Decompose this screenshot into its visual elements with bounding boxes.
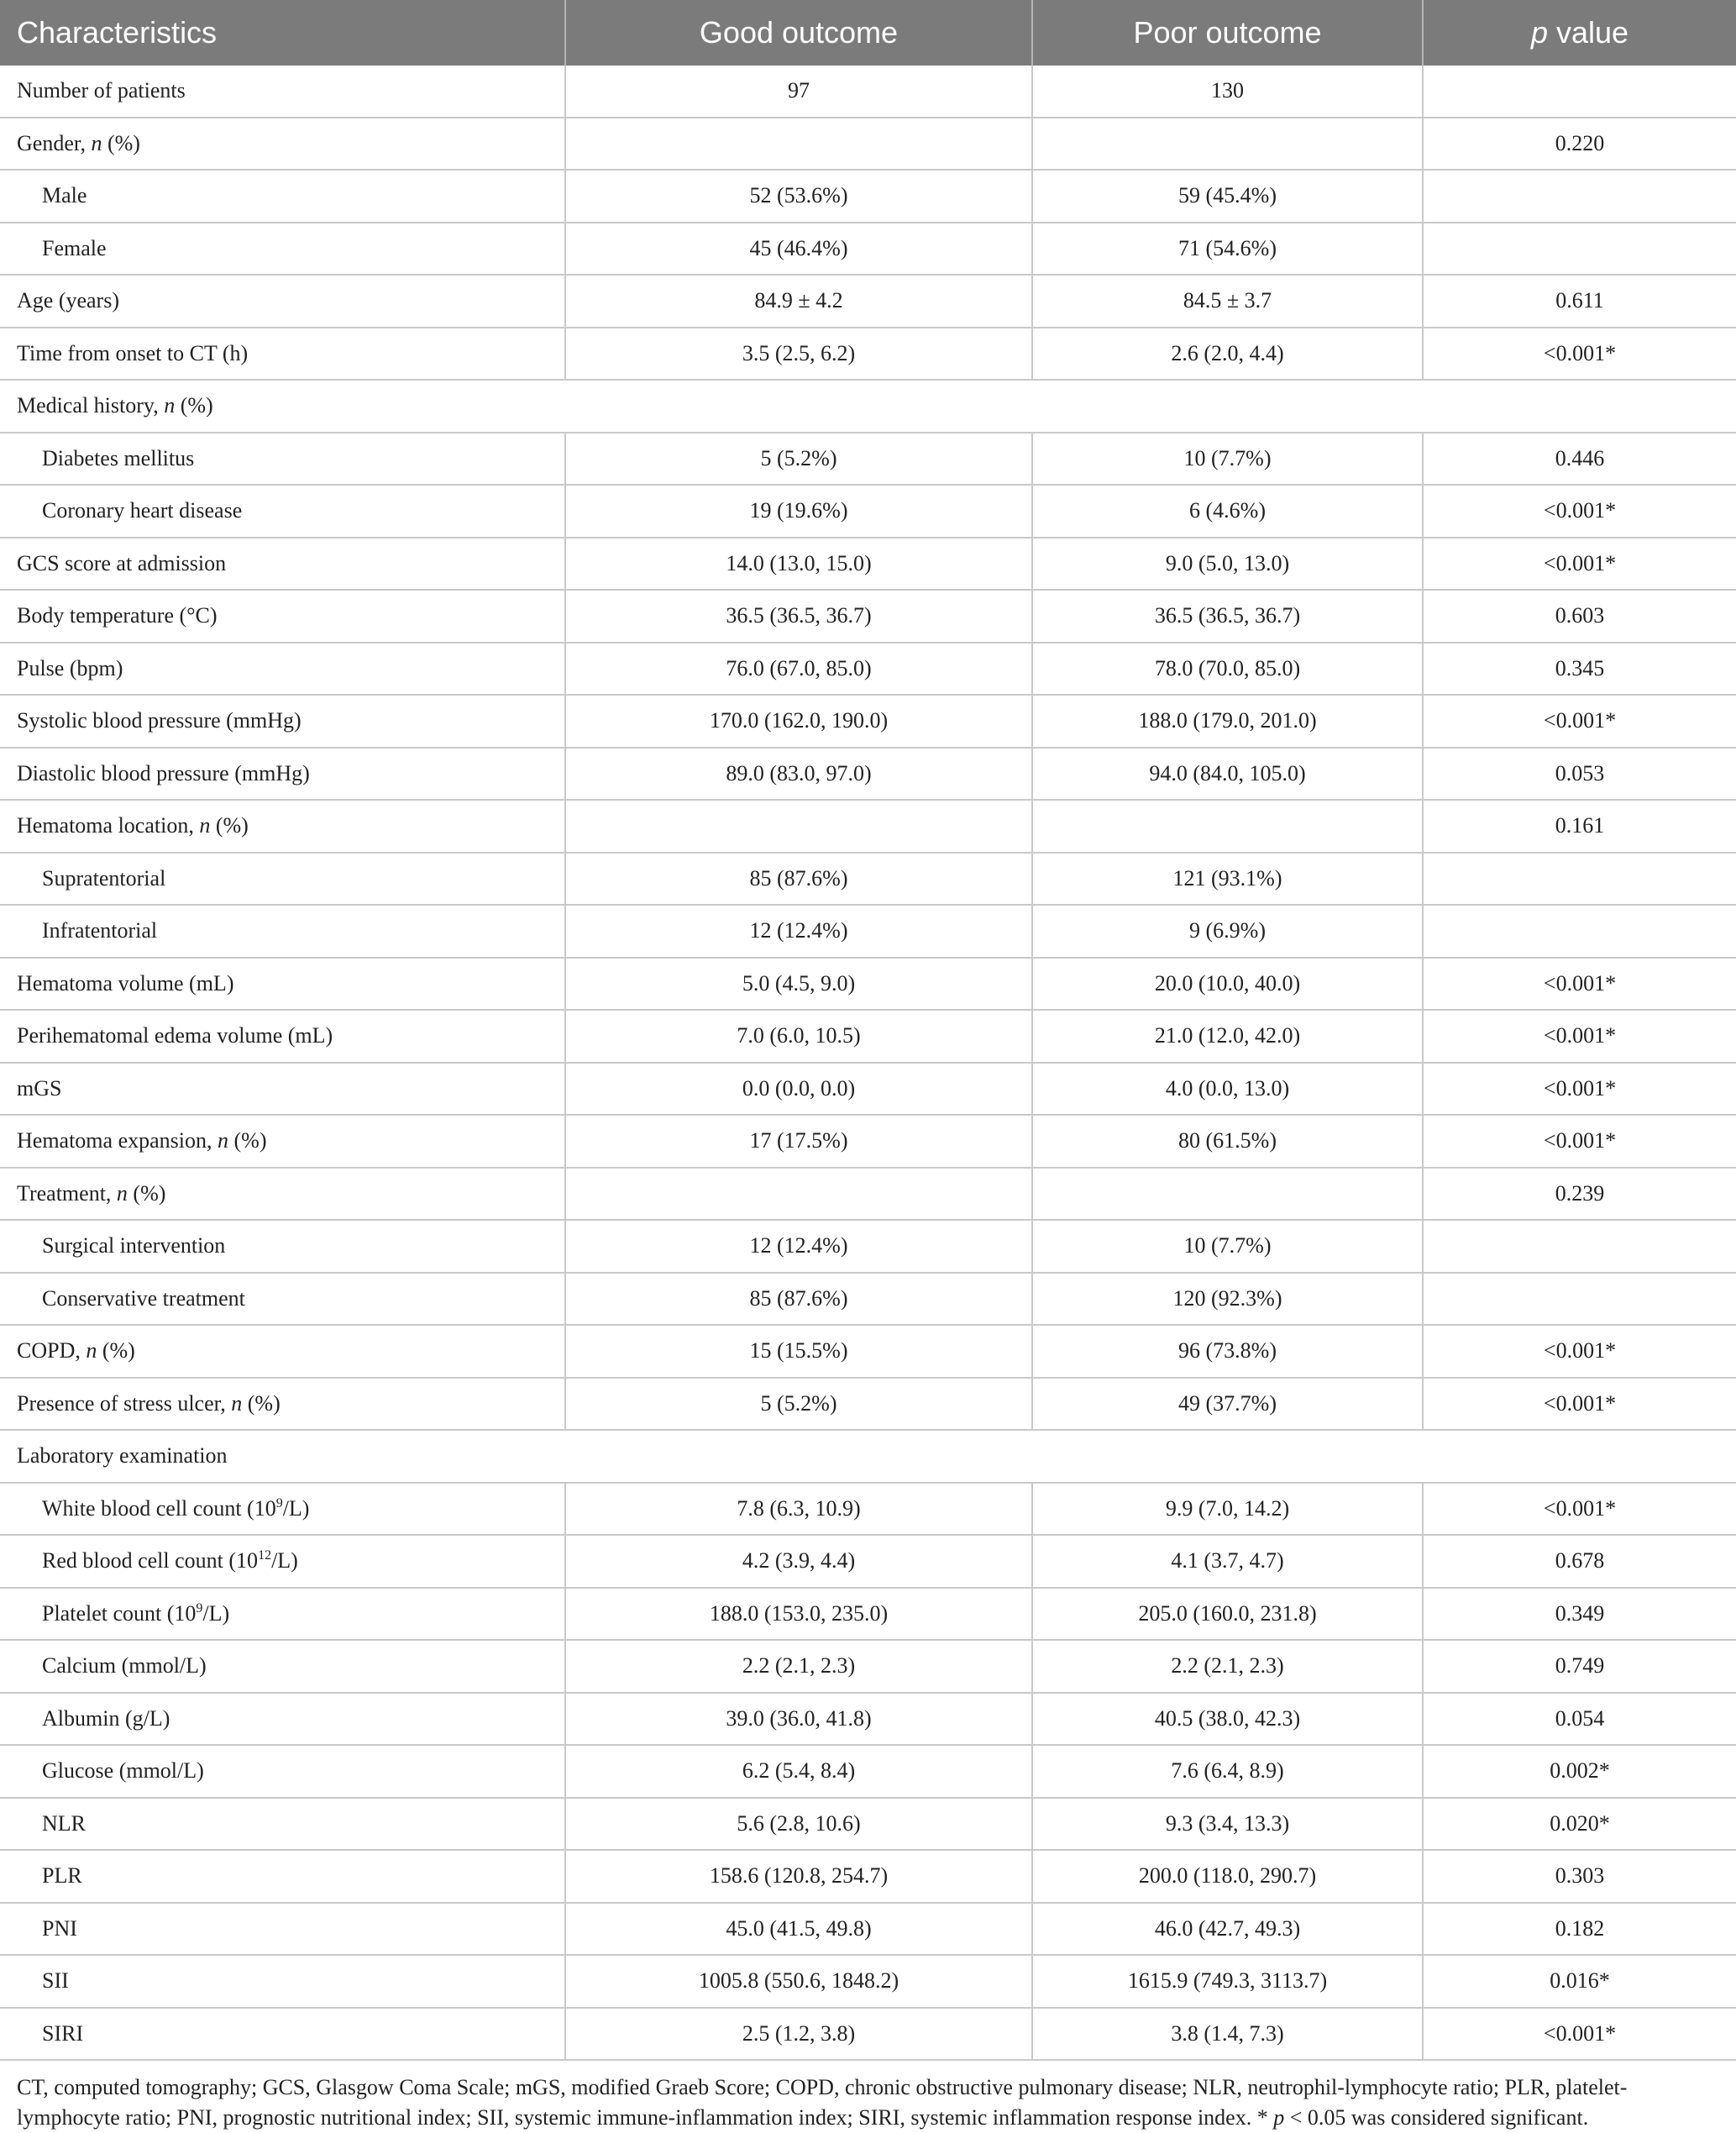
row-label-text: Age (years) bbox=[17, 288, 119, 313]
p-value-cell: <0.001* bbox=[1423, 2008, 1736, 2061]
row-label bbox=[0, 695, 565, 748]
row-label-text: Calcium (mmol/L) bbox=[42, 1653, 207, 1679]
row-label-suffix: (%) bbox=[102, 130, 140, 155]
row-label bbox=[0, 275, 565, 328]
table-row bbox=[0, 853, 1736, 906]
p-value-cell: 0.016* bbox=[1423, 1955, 1736, 2008]
row-label-text: GCS score at admission bbox=[17, 550, 227, 575]
row-label-text: Red blood cell count (10 bbox=[42, 1548, 259, 1573]
row-label bbox=[0, 1745, 565, 1798]
poor-outcome-cell: 9.3 (3.4, 13.3) bbox=[1032, 1798, 1423, 1851]
table-row bbox=[0, 643, 1736, 696]
row-label bbox=[0, 1430, 1736, 1483]
poor-outcome-cell: 2.2 (2.1, 2.3) bbox=[1032, 1640, 1423, 1693]
good-outcome-cell: 6.2 (5.4, 8.4) bbox=[565, 1745, 1032, 1798]
table-row bbox=[0, 905, 1736, 958]
row-label bbox=[0, 328, 565, 381]
row-label-italic: n bbox=[91, 130, 102, 155]
row-label bbox=[0, 1168, 565, 1221]
row-label-text: Pulse (bpm) bbox=[17, 655, 123, 680]
p-value-cell: 0.603 bbox=[1423, 590, 1736, 643]
table-section-row bbox=[0, 1430, 1736, 1483]
good-outcome-cell: 158.6 (120.8, 254.7) bbox=[565, 1850, 1032, 1903]
row-label-text: Coronary heart disease bbox=[42, 498, 243, 523]
row-label-italic: n bbox=[164, 393, 176, 418]
row-label bbox=[0, 1535, 565, 1588]
row-label-suffix: (%) bbox=[210, 813, 249, 838]
poor-outcome-cell: 4.0 (0.0, 13.0) bbox=[1032, 1063, 1423, 1116]
row-label-italic: n bbox=[199, 813, 211, 838]
row-label-superscript: 12 bbox=[258, 1548, 272, 1563]
row-label bbox=[0, 118, 565, 171]
row-label-text: Diastolic blood pressure (mmHg) bbox=[17, 760, 310, 785]
row-label-text: Albumin (g/L) bbox=[42, 1705, 170, 1731]
good-outcome-cell: 5.0 (4.5, 9.0) bbox=[565, 958, 1032, 1011]
table-row bbox=[0, 1850, 1736, 1903]
good-outcome-cell: 45.0 (41.5, 49.8) bbox=[565, 1903, 1032, 1956]
table-row bbox=[0, 275, 1736, 328]
table-row bbox=[0, 66, 1736, 118]
good-outcome-cell: 188.0 (153.0, 235.0) bbox=[565, 1588, 1032, 1641]
p-value-cell: 0.220 bbox=[1423, 118, 1736, 171]
p-value-cell: 0.054 bbox=[1423, 1693, 1736, 1746]
row-label-suffix: /L) bbox=[271, 1548, 298, 1573]
row-label bbox=[0, 1798, 565, 1851]
row-label bbox=[0, 1693, 565, 1746]
row-label-text: Perihematomal edema volume (mL) bbox=[17, 1023, 333, 1048]
row-label-text: Supratentorial bbox=[42, 865, 166, 891]
poor-outcome-cell: 188.0 (179.0, 201.0) bbox=[1032, 695, 1423, 748]
poor-outcome-cell: 84.5 ± 3.7 bbox=[1032, 275, 1423, 328]
good-outcome-cell: 89.0 (83.0, 97.0) bbox=[565, 748, 1032, 801]
poor-outcome-cell: 40.5 (38.0, 42.3) bbox=[1032, 1693, 1423, 1746]
table-row bbox=[0, 1010, 1736, 1063]
poor-outcome-cell: 200.0 (118.0, 290.7) bbox=[1032, 1850, 1423, 1903]
row-label-text: Diabetes mellitus bbox=[42, 445, 195, 470]
poor-outcome-cell: 21.0 (12.0, 42.0) bbox=[1032, 1010, 1423, 1063]
row-label-italic: n bbox=[116, 1180, 128, 1206]
row-label bbox=[0, 1115, 565, 1168]
row-label-italic: n bbox=[231, 1390, 243, 1416]
table-row bbox=[0, 1693, 1736, 1746]
p-value-cell: 0.239 bbox=[1423, 1168, 1736, 1221]
poor-outcome-cell: 3.8 (1.4, 7.3) bbox=[1032, 2008, 1423, 2061]
p-value-cell: 0.349 bbox=[1423, 1588, 1736, 1641]
poor-outcome-cell: 49 (37.7%) bbox=[1032, 1378, 1423, 1431]
poor-outcome-cell: 1615.9 (749.3, 3113.7) bbox=[1032, 1955, 1423, 2008]
good-outcome-cell: 1005.8 (550.6, 1848.2) bbox=[565, 1955, 1032, 2008]
good-outcome-cell: 36.5 (36.5, 36.7) bbox=[565, 590, 1032, 643]
table-row bbox=[0, 223, 1736, 276]
p-value-cell: 0.053 bbox=[1423, 748, 1736, 801]
table-row bbox=[0, 433, 1736, 486]
p-value-cell: 0.161 bbox=[1423, 800, 1736, 853]
row-label-text: Hematoma location, bbox=[17, 813, 200, 838]
row-label-suffix: (%) bbox=[97, 1338, 135, 1363]
row-label-suffix: (%) bbox=[242, 1390, 281, 1416]
good-outcome-cell: 2.2 (2.1, 2.3) bbox=[565, 1640, 1032, 1693]
poor-outcome-cell: 4.1 (3.7, 4.7) bbox=[1032, 1535, 1423, 1588]
good-outcome-cell: 76.0 (67.0, 85.0) bbox=[565, 643, 1032, 696]
p-value-cell: 0.611 bbox=[1423, 275, 1736, 328]
row-label bbox=[0, 590, 565, 643]
table-row bbox=[0, 1483, 1736, 1536]
row-label bbox=[0, 538, 565, 591]
row-label-text: Body temperature (°C) bbox=[17, 603, 218, 628]
poor-outcome-cell: 6 (4.6%) bbox=[1032, 485, 1423, 538]
row-label-text: Glucose (mmol/L) bbox=[42, 1758, 204, 1784]
header-p-italic: p bbox=[1530, 15, 1548, 50]
good-outcome-cell bbox=[565, 118, 1032, 171]
row-label-superscript: 9 bbox=[275, 1495, 283, 1510]
poor-outcome-cell: 10 (7.7%) bbox=[1032, 1220, 1423, 1273]
p-value-cell bbox=[1423, 1273, 1736, 1326]
poor-outcome-cell: 205.0 (160.0, 231.8) bbox=[1032, 1588, 1423, 1641]
table-row bbox=[0, 2008, 1736, 2061]
p-value-cell: 0.303 bbox=[1423, 1850, 1736, 1903]
row-label-text: Systolic blood pressure (mmHg) bbox=[17, 708, 302, 733]
row-label bbox=[0, 853, 565, 906]
good-outcome-cell: 3.5 (2.5, 6.2) bbox=[565, 328, 1032, 381]
poor-outcome-cell bbox=[1032, 118, 1423, 171]
good-outcome-cell: 12 (12.4%) bbox=[565, 1220, 1032, 1273]
good-outcome-cell: 4.2 (3.9, 4.4) bbox=[565, 1535, 1032, 1588]
row-label bbox=[0, 1955, 565, 2008]
poor-outcome-cell: 71 (54.6%) bbox=[1032, 223, 1423, 276]
row-label-text: Male bbox=[42, 183, 87, 208]
table-row bbox=[0, 1535, 1736, 1588]
row-label-text: Conservative treatment bbox=[42, 1285, 245, 1311]
p-value-cell: 0.446 bbox=[1423, 433, 1736, 486]
table-row bbox=[0, 485, 1736, 538]
good-outcome-cell: 39.0 (36.0, 41.8) bbox=[565, 1693, 1032, 1746]
good-outcome-cell: 170.0 (162.0, 190.0) bbox=[565, 695, 1032, 748]
poor-outcome-cell: 59 (45.4%) bbox=[1032, 170, 1423, 223]
poor-outcome-cell: 20.0 (10.0, 40.0) bbox=[1032, 958, 1423, 1011]
row-label bbox=[0, 958, 565, 1011]
row-label bbox=[0, 2008, 565, 2061]
row-label-text: Surgical intervention bbox=[42, 1233, 226, 1258]
good-outcome-cell: 15 (15.5%) bbox=[565, 1325, 1032, 1378]
table-row bbox=[0, 748, 1736, 801]
poor-outcome-cell: 36.5 (36.5, 36.7) bbox=[1032, 590, 1423, 643]
good-outcome-cell: 19 (19.6%) bbox=[565, 485, 1032, 538]
good-outcome-cell: 14.0 (13.0, 15.0) bbox=[565, 538, 1032, 591]
table-body bbox=[0, 66, 1736, 2060]
good-outcome-cell: 52 (53.6%) bbox=[565, 170, 1032, 223]
poor-outcome-cell: 9 (6.9%) bbox=[1032, 905, 1423, 958]
row-label-suffix: /L) bbox=[282, 1495, 310, 1521]
table-row bbox=[0, 1640, 1736, 1693]
poor-outcome-cell: 96 (73.8%) bbox=[1032, 1325, 1423, 1378]
p-value-cell bbox=[1423, 1220, 1736, 1273]
p-value-cell: <0.001* bbox=[1423, 1063, 1736, 1116]
table-row bbox=[0, 1220, 1736, 1273]
footnote-main: CT, computed tomography; GCS, Glasgow Coma Scale; mGS, modified Graeb Score; COPD, chronic obstructive pulmonary disease; NLR, neutrophil-lymphocyte ratio; PLR, platelet-lymphocyte ratio; PNI, prognostic nutritional index; SII, systemic immune-inflammation index; SIRI, systemic inflammation response index. * bbox=[17, 2075, 1628, 2130]
good-outcome-cell: 85 (87.6%) bbox=[565, 1273, 1032, 1326]
p-value-cell: <0.001* bbox=[1423, 1483, 1736, 1536]
poor-outcome-cell bbox=[1032, 1168, 1423, 1221]
table-row bbox=[0, 1903, 1736, 1956]
row-label bbox=[0, 1273, 565, 1326]
p-value-cell: <0.001* bbox=[1423, 1010, 1736, 1063]
good-outcome-cell: 7.8 (6.3, 10.9) bbox=[565, 1483, 1032, 1536]
poor-outcome-cell: 94.0 (84.0, 105.0) bbox=[1032, 748, 1423, 801]
p-value-cell: 0.182 bbox=[1423, 1903, 1736, 1956]
row-label bbox=[0, 485, 565, 538]
p-value-cell: 0.002* bbox=[1423, 1745, 1736, 1798]
good-outcome-cell: 12 (12.4%) bbox=[565, 905, 1032, 958]
row-label bbox=[0, 1063, 565, 1116]
p-value-cell: <0.001* bbox=[1423, 1325, 1736, 1378]
row-label-text: Medical history, bbox=[17, 393, 165, 418]
row-label-text: PLR bbox=[42, 1863, 82, 1889]
poor-outcome-cell: 10 (7.7%) bbox=[1032, 433, 1423, 486]
p-value-cell: <0.001* bbox=[1423, 328, 1736, 381]
row-label-suffix: (%) bbox=[175, 393, 213, 418]
p-value-cell bbox=[1423, 905, 1736, 958]
row-label bbox=[0, 905, 565, 958]
row-label bbox=[0, 800, 565, 853]
row-label-text: SIRI bbox=[42, 2020, 84, 2046]
header-characteristics: Characteristics bbox=[0, 0, 565, 66]
table-row bbox=[0, 170, 1736, 223]
poor-outcome-cell: 9.0 (5.0, 13.0) bbox=[1032, 538, 1423, 591]
table-row bbox=[0, 1378, 1736, 1431]
poor-outcome-cell: 78.0 (70.0, 85.0) bbox=[1032, 643, 1423, 696]
row-label bbox=[0, 1640, 565, 1693]
footnote-p-italic: p bbox=[1273, 2105, 1285, 2130]
row-label-text: Treatment, bbox=[17, 1180, 117, 1206]
table-row bbox=[0, 958, 1736, 1011]
header-poor-outcome: Poor outcome bbox=[1032, 0, 1423, 66]
header-p-value bbox=[1423, 0, 1736, 66]
poor-outcome-cell: 120 (92.3%) bbox=[1032, 1273, 1423, 1326]
p-value-cell: <0.001* bbox=[1423, 1115, 1736, 1168]
row-label-text: NLR bbox=[42, 1810, 86, 1836]
row-label bbox=[0, 1903, 565, 1956]
row-label bbox=[0, 1010, 565, 1063]
row-label-text: Hematoma volume (mL) bbox=[17, 970, 234, 996]
table-row bbox=[0, 1063, 1736, 1116]
table-row bbox=[0, 695, 1736, 748]
row-label-text: Presence of stress ulcer, bbox=[17, 1390, 232, 1416]
p-value-cell bbox=[1423, 853, 1736, 906]
good-outcome-cell: 5 (5.2%) bbox=[565, 1378, 1032, 1431]
row-label-text: Female bbox=[42, 235, 107, 260]
table-row bbox=[0, 1273, 1736, 1326]
table-row bbox=[0, 328, 1736, 381]
table-row bbox=[0, 1798, 1736, 1851]
row-label bbox=[0, 1325, 565, 1378]
row-label-text: Time from onset to CT (h) bbox=[17, 340, 249, 365]
poor-outcome-cell: 9.9 (7.0, 14.2) bbox=[1032, 1483, 1423, 1536]
row-label bbox=[0, 170, 565, 223]
p-value-cell: <0.001* bbox=[1423, 695, 1736, 748]
row-label bbox=[0, 643, 565, 696]
table-row bbox=[0, 538, 1736, 591]
row-label-text: COPD, bbox=[17, 1338, 87, 1363]
row-label bbox=[0, 1378, 565, 1431]
good-outcome-cell: 7.0 (6.0, 10.5) bbox=[565, 1010, 1032, 1063]
p-value-cell: 0.345 bbox=[1423, 643, 1736, 696]
row-label-text: Hematoma expansion, bbox=[17, 1128, 218, 1153]
footnote-end: < 0.05 was considered significant. bbox=[1284, 2105, 1589, 2130]
row-label bbox=[0, 433, 565, 486]
table-row bbox=[0, 118, 1736, 171]
poor-outcome-cell: 7.6 (6.4, 8.9) bbox=[1032, 1745, 1423, 1798]
row-label bbox=[0, 748, 565, 801]
poor-outcome-cell: 46.0 (42.7, 49.3) bbox=[1032, 1903, 1423, 1956]
table-row bbox=[0, 1955, 1736, 2008]
table-row bbox=[0, 1745, 1736, 1798]
good-outcome-cell: 85 (87.6%) bbox=[565, 853, 1032, 906]
row-label bbox=[0, 1588, 565, 1641]
row-label-text: Platelet count (10 bbox=[42, 1600, 197, 1626]
p-value-cell: <0.001* bbox=[1423, 538, 1736, 591]
table-row bbox=[0, 1588, 1736, 1641]
table-row bbox=[0, 800, 1736, 853]
p-value-cell bbox=[1423, 223, 1736, 276]
poor-outcome-cell: 80 (61.5%) bbox=[1032, 1115, 1423, 1168]
good-outcome-cell: 2.5 (1.2, 3.8) bbox=[565, 2008, 1032, 2061]
p-value-cell: <0.001* bbox=[1423, 1378, 1736, 1431]
table-header-row bbox=[0, 0, 1736, 66]
table-row bbox=[0, 1168, 1736, 1221]
row-label-italic: n bbox=[218, 1128, 228, 1153]
row-label bbox=[0, 1483, 565, 1536]
header-p-rest: value bbox=[1547, 15, 1629, 50]
row-label-text: Laboratory examination bbox=[17, 1443, 228, 1468]
row-label-text: Number of patients bbox=[17, 78, 186, 103]
poor-outcome-cell: 2.6 (2.0, 4.4) bbox=[1032, 328, 1423, 381]
good-outcome-cell: 0.0 (0.0, 0.0) bbox=[565, 1063, 1032, 1116]
header-good-outcome: Good outcome bbox=[565, 0, 1032, 66]
row-label-text: mGS bbox=[17, 1075, 62, 1101]
row-label-superscript: 9 bbox=[196, 1600, 203, 1616]
p-value-cell: <0.001* bbox=[1423, 485, 1736, 538]
good-outcome-cell: 5.6 (2.8, 10.6) bbox=[565, 1798, 1032, 1851]
row-label bbox=[0, 66, 565, 118]
row-label bbox=[0, 1850, 565, 1903]
poor-outcome-cell: 130 bbox=[1032, 66, 1423, 118]
good-outcome-cell bbox=[565, 1168, 1032, 1221]
row-label-suffix: /L) bbox=[202, 1600, 230, 1626]
good-outcome-cell: 84.9 ± 4.2 bbox=[565, 275, 1032, 328]
row-label-suffix: (%) bbox=[228, 1128, 267, 1153]
p-value-cell: <0.001* bbox=[1423, 958, 1736, 1011]
row-label bbox=[0, 380, 1736, 433]
row-label bbox=[0, 223, 565, 276]
row-label-text: PNI bbox=[42, 1915, 77, 1941]
p-value-cell: 0.678 bbox=[1423, 1535, 1736, 1588]
table-section-row bbox=[0, 380, 1736, 433]
good-outcome-cell: 45 (46.4%) bbox=[565, 223, 1032, 276]
good-outcome-cell: 5 (5.2%) bbox=[565, 433, 1032, 486]
good-outcome-cell: 97 bbox=[565, 66, 1032, 118]
row-label bbox=[0, 1220, 565, 1273]
good-outcome-cell: 17 (17.5%) bbox=[565, 1115, 1032, 1168]
poor-outcome-cell: 121 (93.1%) bbox=[1032, 853, 1423, 906]
table-row bbox=[0, 590, 1736, 643]
table-row bbox=[0, 1325, 1736, 1378]
p-value-cell bbox=[1423, 66, 1736, 118]
p-value-cell: 0.020* bbox=[1423, 1798, 1736, 1851]
p-value-cell bbox=[1423, 170, 1736, 223]
poor-outcome-cell bbox=[1032, 800, 1423, 853]
row-label-italic: n bbox=[86, 1338, 97, 1363]
row-label-text: Gender, bbox=[17, 130, 92, 155]
row-label-suffix: (%) bbox=[127, 1180, 166, 1206]
row-label-text: White blood cell count (10 bbox=[42, 1495, 276, 1521]
p-value-cell: 0.749 bbox=[1423, 1640, 1736, 1693]
table-row bbox=[0, 1115, 1736, 1168]
good-outcome-cell bbox=[565, 800, 1032, 853]
row-label-text: Infratentorial bbox=[42, 918, 158, 943]
row-label-text: SII bbox=[42, 1968, 69, 1994]
table-footnote bbox=[17, 2073, 1722, 2133]
